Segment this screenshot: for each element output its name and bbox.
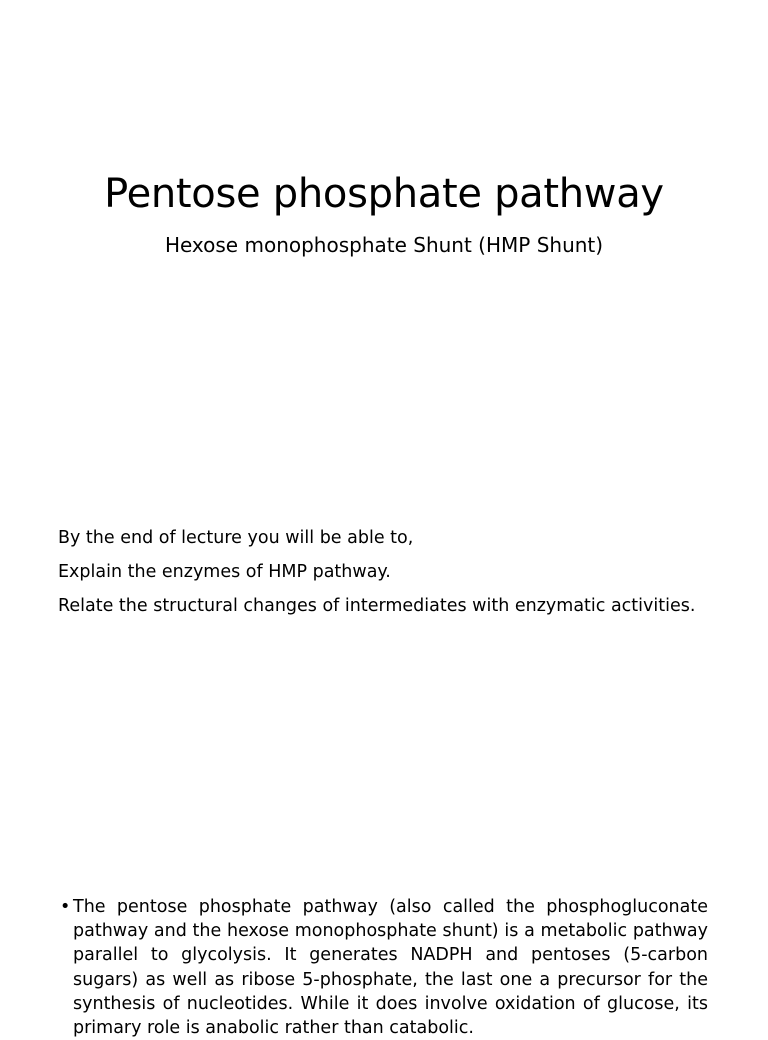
objective-item: Explain the enzymes of HMP pathway. (58, 562, 391, 582)
bullet-text: The pentose phosphate pathway (also called the phosphogluconate pathway and the hexose monophosphate shunt) is a metabolic pathway parallel to glycolysis. It generates NADPH and pentoses (5-carbon sugars) as well as ribose 5-phosphate, the last one a precursor for the synthesis of nucleotides. While it does involve oxidation of glucose, its primary role is anabolic rather than catabolic. (73, 897, 708, 1039)
objectives-text (58, 526, 698, 628)
slide-subtitle: Hexose monophosphate Shunt (HMP Shunt) (164, 233, 604, 257)
title-slide (0, 0, 768, 420)
bullet-icon: • (60, 897, 71, 917)
objectives-intro: By the end of lecture you will be able to, (58, 528, 414, 548)
bullet-item (60, 895, 708, 1040)
definition-slide (0, 850, 768, 1039)
slide-title: Pentose phosphate pathway (104, 171, 664, 217)
objective-item: Relate the structural changes of intermediates with enzymatic activities. (58, 596, 696, 616)
objectives-slide (0, 420, 768, 850)
